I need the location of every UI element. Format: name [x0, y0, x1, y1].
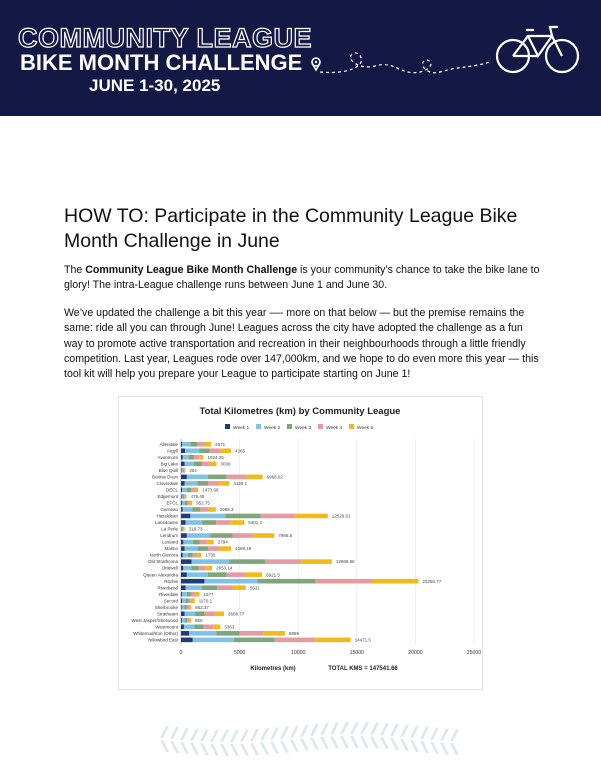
- category-label: Edgemont: [157, 494, 178, 500]
- category-label: Riverdale: [158, 591, 178, 597]
- bar-total-label: 1473.66: [202, 487, 219, 493]
- bar-segment: [181, 559, 192, 564]
- category-label: Hazeldean: [156, 513, 178, 519]
- bar-segment: [216, 631, 239, 636]
- bar-segment: [183, 494, 184, 499]
- bar-segment: [182, 618, 185, 623]
- bar-segment: [192, 566, 199, 571]
- bar-segment: [213, 625, 220, 630]
- banner-title-bike-month: BIKE MONTH CHALLENGE: [20, 50, 303, 75]
- x-tick-label: 25000: [466, 650, 482, 657]
- bar-segment: [181, 592, 182, 597]
- bar-segment: [183, 540, 192, 545]
- bar-segment: [204, 625, 213, 630]
- bar-total-label: 2794: [217, 539, 228, 545]
- bar-total-label: 1170.1: [198, 598, 213, 604]
- bar-segment: [181, 618, 182, 623]
- bar-segment: [181, 475, 187, 480]
- bar-segment: [187, 592, 191, 597]
- bar-segment: [181, 442, 182, 447]
- bar-total-label: 6968.02: [266, 474, 283, 480]
- bar-segment: [195, 611, 204, 616]
- category-label: Big Lake: [160, 461, 178, 467]
- x-tick-label: 10000: [290, 650, 306, 657]
- bar-segment: [186, 598, 189, 603]
- category-label: Riverbend: [157, 585, 178, 591]
- bar-segment: [183, 566, 191, 571]
- bar-segment: [200, 540, 207, 545]
- category-label: Cloverdale: [156, 480, 178, 486]
- bar-segment: [257, 579, 316, 584]
- chart-title: Total Kilometres (km) by Community League: [199, 406, 401, 417]
- bar-segment: [182, 605, 185, 610]
- bar-segment: [185, 462, 194, 467]
- bar-segment: [245, 572, 262, 577]
- total-kms-label: TOTAL KMS = 147541.66: [328, 666, 398, 673]
- bar-segment: [261, 514, 295, 519]
- bar-total-label: 856: [195, 617, 203, 623]
- legend-swatch-week-1: [225, 424, 230, 429]
- bar-segment: [186, 520, 202, 525]
- bar-segment: [185, 481, 198, 486]
- bar-segment: [204, 611, 215, 616]
- legend-swatch-week-4: [318, 424, 323, 429]
- bar-segment: [182, 598, 186, 603]
- bar-segment: [189, 605, 191, 610]
- bar-segment: [185, 501, 188, 506]
- bar-segment: [202, 462, 209, 467]
- bar-segment: [184, 625, 195, 630]
- bar-segment: [181, 455, 183, 460]
- bar-segment: [315, 638, 351, 643]
- bar-segment: [181, 585, 186, 590]
- bar-segment: [181, 507, 183, 512]
- bar-segment: [199, 566, 206, 571]
- bar-segment: [181, 546, 185, 551]
- bar-segment: [191, 488, 195, 493]
- bar-segment: [254, 533, 275, 538]
- bar-segment: [226, 514, 261, 519]
- bar-segment: [181, 527, 182, 532]
- bar-segment: [233, 533, 254, 538]
- bar-segment: [187, 605, 189, 610]
- bar-segment: [181, 448, 185, 453]
- bar-segment: [194, 455, 199, 460]
- bar-segment: [220, 546, 231, 551]
- bar-segment: [184, 494, 185, 499]
- bar-segment: [189, 598, 192, 603]
- bar-segment: [187, 618, 189, 623]
- category-label: Lessard: [161, 539, 178, 545]
- bar-total-label: 3668.77: [227, 611, 245, 617]
- bar-segment: [181, 631, 189, 636]
- x-tick-label: 5000: [233, 650, 246, 657]
- category-label: West Jasper/Sherwood: [131, 617, 178, 623]
- bar-total-label: 5531: [249, 585, 260, 591]
- bar-segment: [193, 540, 200, 545]
- category-label: North Glenora: [149, 552, 178, 558]
- bar-total-label: 7966.5: [278, 533, 293, 539]
- bar-segment: [197, 442, 204, 447]
- bar-segment: [199, 455, 203, 460]
- header-banner: [0, 0, 601, 116]
- bar-segment: [220, 448, 231, 453]
- category-label: Yellowbird East: [147, 637, 178, 643]
- bar-segment: [204, 579, 257, 584]
- bar-segment: [206, 566, 212, 571]
- bar-segment: [210, 533, 232, 538]
- bar-total-label: 2653.14: [216, 565, 233, 571]
- bar-segment: [240, 631, 263, 636]
- bike-route-graphic: [300, 20, 590, 100]
- bar-segment: [183, 455, 189, 460]
- category-label: Argyll: [166, 448, 178, 454]
- x-axis-label: Kilometres (km): [250, 666, 296, 673]
- bar-segment: [181, 579, 204, 584]
- bar-segment: [181, 598, 182, 603]
- category-label: Ritchie: [164, 578, 178, 584]
- bar-segment: [181, 566, 183, 571]
- banner-dates: JUNE 1-30, 2025: [89, 76, 221, 95]
- intro-text-start: The: [64, 264, 86, 276]
- bar-segment: [187, 488, 191, 493]
- bar-segment: [196, 592, 200, 597]
- bar-total-label: 2969.3: [219, 507, 234, 513]
- bar-segment: [181, 605, 182, 610]
- bar-total-label: 6921.5: [266, 572, 280, 578]
- bar-segment: [219, 481, 230, 486]
- bar-segment: [182, 501, 185, 506]
- bar-segment: [181, 481, 185, 486]
- bar-segment: [187, 572, 208, 577]
- bar-segment: [185, 611, 196, 616]
- bar-segment: [184, 468, 185, 473]
- bar-segment: [181, 553, 183, 558]
- bar-segment: [181, 540, 183, 545]
- bar-segment: [208, 546, 220, 551]
- bar-segment: [183, 553, 188, 558]
- bar-segment: [189, 455, 194, 460]
- bar-segment: [295, 514, 328, 519]
- bar-total-label: 5401.3: [248, 520, 263, 526]
- bar-segment: [185, 618, 187, 623]
- bar-segment: [183, 527, 184, 532]
- bar-total-label: 20258.77: [422, 578, 442, 584]
- bar-segment: [193, 638, 234, 643]
- legend-label-week-5: Week 5: [357, 426, 374, 431]
- bar-segment: [195, 488, 198, 493]
- bar-total-label: 1924.25: [207, 454, 224, 460]
- bar-segment: [197, 546, 208, 551]
- bar-segment: [190, 514, 225, 519]
- bar-segment: [187, 475, 208, 480]
- bar-segment: [185, 546, 198, 551]
- category-label: Lansdowne: [154, 520, 178, 526]
- bicycle-icon: [497, 27, 578, 72]
- bar-segment: [187, 533, 210, 538]
- category-label: Allendale: [159, 441, 178, 447]
- bar-segment: [189, 618, 191, 623]
- category-label: DECL: [165, 487, 178, 493]
- bar-segment: [208, 481, 219, 486]
- bar-total-label: 3030: [220, 461, 231, 467]
- bar-segment: [181, 514, 190, 519]
- bar-segment: [185, 494, 186, 499]
- bar-segment: [188, 553, 193, 558]
- legend-label-week-2: Week 2: [264, 426, 281, 431]
- banner-title-community-league: COMMUNITY LEAGUE: [18, 23, 313, 53]
- bar-segment: [200, 507, 208, 512]
- challenge-name: Community League Bike Month Challenge: [85, 264, 298, 276]
- bar-segment: [234, 638, 275, 643]
- bar-segment: [215, 611, 224, 616]
- bar-segment: [207, 540, 214, 545]
- bar-segment: [181, 462, 185, 467]
- category-label: Garneau: [160, 507, 178, 513]
- category-label: Queen Alexandra: [143, 572, 178, 578]
- bar-total-label: 319.73: [188, 526, 203, 532]
- bar-segment: [192, 598, 195, 603]
- bar-segment: [233, 585, 246, 590]
- category-label: Westmount: [155, 624, 178, 630]
- x-tick-label: 0: [179, 650, 183, 657]
- bar-segment: [181, 611, 185, 616]
- legend-label-week-3: Week 3: [295, 426, 312, 431]
- bar-total-label: 1735: [205, 552, 216, 558]
- chart-canvas: [119, 397, 482, 689]
- bar-segment: [182, 442, 190, 447]
- bar-segment: [194, 625, 203, 630]
- category-label: Bonnie Doon: [151, 474, 178, 480]
- bar-segment: [182, 527, 183, 532]
- bar-total-label: 12869.96: [335, 559, 355, 565]
- bar-segment: [192, 559, 230, 564]
- category-label: Whitemud/Iron (Other): [133, 630, 178, 636]
- bar-segment: [316, 579, 372, 584]
- bar-segment: [181, 488, 182, 493]
- legend-label-week-1: Week 1: [233, 426, 250, 431]
- bar-total-label: 4265: [234, 448, 246, 454]
- category-label: Strathearn: [156, 611, 178, 617]
- legend-swatch-week-2: [256, 424, 261, 429]
- category-label: Secord: [163, 598, 178, 604]
- bar-total-label: 14471.5: [354, 637, 371, 643]
- bar-segment: [263, 631, 285, 636]
- bar-segment: [182, 592, 187, 597]
- bar-segment: [209, 462, 216, 467]
- bar-total-label: 4269.19: [235, 546, 252, 552]
- bar-segment: [182, 488, 187, 493]
- category-label: Blue Quill: [158, 467, 178, 473]
- bar-segment: [189, 631, 216, 636]
- km-by-league-chart: [118, 396, 483, 690]
- bar-segment: [209, 507, 216, 512]
- bar-segment: [184, 527, 185, 532]
- bar-segment: [227, 572, 246, 577]
- bar-segment: [197, 481, 208, 486]
- category-label: Sherbrooke: [154, 604, 178, 610]
- bar-segment: [301, 559, 332, 564]
- map-pin-icon: [312, 58, 320, 70]
- bar-segment: [194, 462, 202, 467]
- bar-total-label: 3363: [224, 624, 235, 630]
- bar-segment: [181, 533, 187, 538]
- bar-segment: [181, 494, 182, 499]
- bar-segment: [191, 592, 196, 597]
- x-tick-label: 15000: [349, 650, 365, 657]
- category-label: Lendrum: [160, 533, 178, 539]
- page-title: HOW TO: Participate in the Community League Bike Month Challenge in June: [64, 205, 518, 252]
- bar-total-label: 4129.1: [233, 480, 248, 486]
- bar-segment: [229, 559, 265, 564]
- bar-segment: [192, 507, 200, 512]
- bar-segment: [372, 579, 418, 584]
- bar-segment: [202, 585, 217, 590]
- intro-text-end: is your community’s chance to take the bike lane to glory! The intra-League challenge runs between June 1 and June 30.: [64, 264, 540, 292]
- bar-segment: [204, 442, 211, 447]
- bar-total-label: 475.45: [190, 494, 205, 500]
- bar-total-label: 8869: [288, 630, 299, 636]
- bar-segment: [247, 475, 263, 480]
- bar-total-label: 863.37: [195, 604, 209, 610]
- bar-total-label: 12526.61: [331, 513, 351, 519]
- category-label: Ottewell: [161, 565, 178, 571]
- bar-segment: [185, 448, 199, 453]
- category-label: Malmo: [164, 546, 178, 552]
- bar-segment: [181, 520, 186, 525]
- bar-segment: [187, 501, 190, 506]
- tire-tread-decoration: [150, 708, 470, 768]
- category-label: EFCL: [166, 500, 178, 506]
- bar-segment: [186, 585, 202, 590]
- bar-segment: [210, 448, 221, 453]
- bar-total-label: 364: [189, 467, 197, 473]
- bar-segment: [265, 559, 300, 564]
- bar-segment: [190, 442, 197, 447]
- bar-segment: [181, 572, 187, 577]
- bar-total-label: 1577: [203, 591, 214, 597]
- bar-segment: [227, 475, 247, 480]
- bar-segment: [202, 520, 216, 525]
- category-label: Old Strathcona: [147, 559, 178, 565]
- x-tick-label: 20000: [408, 650, 423, 657]
- bar-segment: [193, 553, 198, 558]
- bar-segment: [199, 448, 210, 453]
- bar-segment: [181, 625, 184, 630]
- bar-segment: [181, 501, 182, 506]
- legend-swatch-week-5: [349, 424, 354, 429]
- legend-swatch-week-3: [287, 424, 292, 429]
- intro-paragraph: [64, 263, 542, 294]
- bar-segment: [208, 475, 227, 480]
- bar-segment: [181, 468, 182, 473]
- bar-segment: [181, 638, 193, 643]
- bar-segment: [182, 494, 183, 499]
- legend-label-week-4: Week 4: [326, 426, 343, 431]
- bar-segment: [183, 468, 184, 473]
- details-paragraph: We’ve updated the challenge a bit this year —- more on that below — but the premise remains the same: ride all you can through June! Leagues across the city have adopted the challenge as a fun way to promote active transportation and recreation in their neighbourhoods through a little friendly competition. Last year, Leagues rode over 147,000km, and we hope to do even more this year — this tool kit will help you prepare your League to participate starting on June 1!: [64, 307, 539, 381]
- bar-segment: [230, 520, 244, 525]
- bar-total-label: 952.75: [196, 500, 210, 506]
- bar-segment: [185, 468, 186, 473]
- bar-segment: [208, 572, 227, 577]
- category-label: La Perle: [161, 526, 178, 532]
- category-label: Avonmore: [157, 454, 178, 460]
- bar-segment: [185, 605, 187, 610]
- bar-segment: [183, 507, 192, 512]
- bar-segment: [216, 520, 230, 525]
- bar-segment: [197, 553, 201, 558]
- bar-segment: [217, 585, 232, 590]
- bar-segment: [190, 501, 192, 506]
- bar-segment: [275, 638, 315, 643]
- bar-total-label: 2571: [215, 441, 226, 447]
